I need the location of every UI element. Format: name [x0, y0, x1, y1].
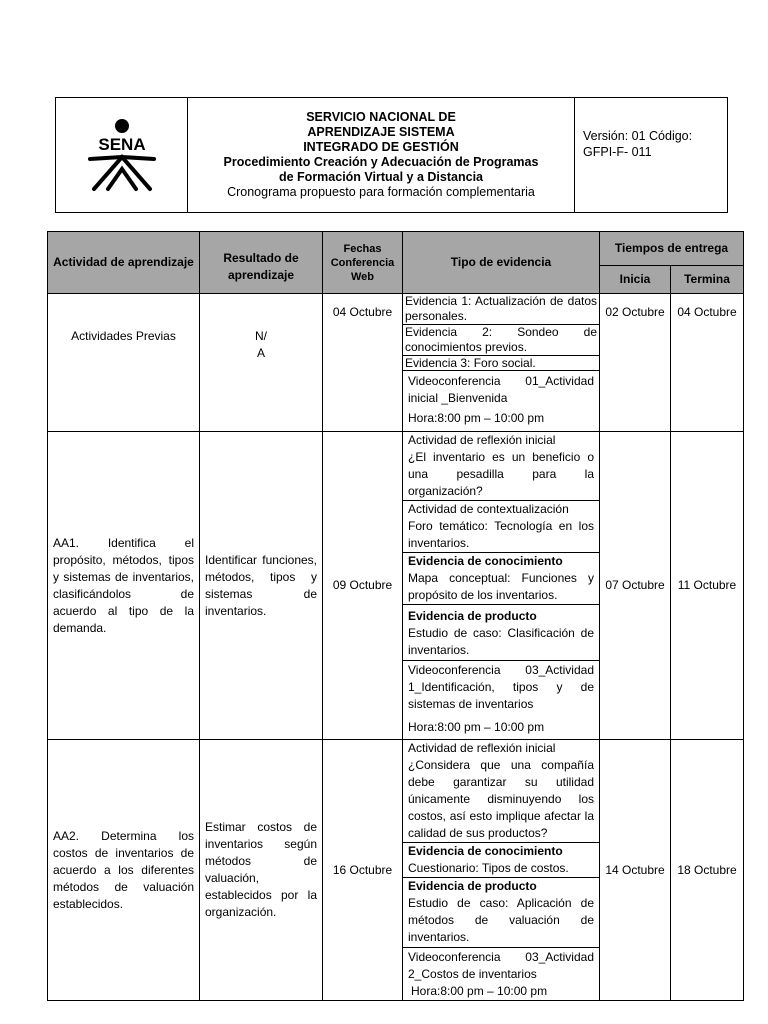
contextualizacion-text: Foro temático: Tecnología en los inventarios.	[408, 519, 594, 550]
sena-logo-icon	[82, 117, 162, 193]
conocimiento-title: Evidencia de conocimiento	[408, 844, 563, 858]
reflexion-text: ¿Considera que una compañía debe garantizar su utilidad únicamente disminuyendo los costos, así esto implique afectar la calidad de sus productos?	[408, 758, 594, 840]
header-termina: Termina	[671, 266, 744, 294]
version-block	[575, 98, 727, 212]
inicia-cell: 14 Octubre	[600, 740, 671, 1001]
producto-title: Evidencia de producto	[408, 609, 537, 623]
fecha-cell: 09 Octubre	[323, 432, 403, 740]
termina-cell: 04 Octubre	[671, 294, 744, 432]
table-row	[48, 294, 744, 432]
resultado-cell	[200, 294, 323, 432]
header-title-line: APRENDIZAJE SISTEMA	[307, 125, 455, 139]
videoconferencia-item	[403, 661, 599, 736]
actividad-cell: AA1. Identifica el propósito, métodos, tipos y sistemas de inventarios, clasificándolos de acuerdo al tipo de la demanda.	[48, 432, 200, 740]
reflexion-title: Actividad de reflexión inicial	[408, 433, 556, 447]
fecha-cell: 04 Octubre	[323, 294, 403, 432]
videoconferencia-title: Videoconferencia 01_Actividad inicial _Bienvenida	[408, 374, 594, 405]
fecha-cell: 16 Octubre	[323, 740, 403, 1001]
reflexion-title: Actividad de reflexión inicial	[408, 741, 556, 755]
header-tipo-evidencia: Tipo de evidencia	[403, 232, 600, 294]
inicia-cell: 07 Octubre	[600, 432, 671, 740]
evidencia-item: Evidencia 2: Sondeo de conocimientos previos.	[405, 325, 597, 354]
header-fechas: Fechas Conferencia Web	[323, 232, 403, 294]
producto-text: Estudio de caso: Aplicación de métodos de valuación de inventarios.	[408, 896, 594, 944]
header-title-line: SERVICIO NACIONAL DE	[306, 110, 456, 124]
inicia-cell: 02 Octubre	[600, 294, 671, 432]
procedure-line: de Formación Virtual y a Distancia	[278, 170, 483, 184]
reflexion-item	[403, 740, 599, 843]
sena-logo	[56, 98, 188, 212]
evidencia-item: Evidencia 3: Foro social.	[403, 356, 599, 371]
contextualizacion-item	[403, 501, 599, 553]
evidencia-cell	[403, 432, 600, 740]
actividad-cell: AA2. Determina los costos de inventarios de acuerdo a los diferentes métodos de valuación establecidos.	[48, 740, 200, 1001]
procedure-line: Procedimiento Creación y Adecuación de Programas	[223, 155, 539, 169]
header-tiempos-entrega: Tiempos de entrega	[600, 232, 744, 266]
header-title-block	[188, 98, 575, 212]
contextualizacion-title: Actividad de contextualización	[408, 502, 569, 516]
producto-item	[403, 878, 599, 948]
termina-cell: 18 Octubre	[671, 740, 744, 1001]
header-resultado: Resultado de aprendizaje	[200, 232, 323, 294]
producto-title: Evidencia de producto	[408, 879, 537, 893]
resultado-cell: Identificar funciones, métodos, tipos y sistemas de inventarios.	[200, 432, 323, 740]
videoconferencia-item	[403, 371, 599, 427]
videoconferencia-title: Videoconferencia 03_Actividad 1_Identificación, tipos y de sistemas de inventarios	[408, 663, 594, 711]
conocimiento-title: Evidencia de conocimiento	[408, 554, 563, 568]
code-text: GFPI-F- 011	[583, 145, 652, 159]
producto-item	[403, 605, 599, 661]
videoconferencia-hora: Hora:8:00 pm – 10:00 pm	[408, 720, 545, 734]
videoconferencia-item	[403, 948, 599, 1000]
header-inicia: Inicia	[600, 266, 671, 294]
videoconferencia-title: Videoconferencia 03_Actividad 2_Costos de inventarios	[408, 950, 594, 981]
table-row	[48, 432, 744, 740]
svg-text:SENA: SENA	[97, 135, 146, 154]
resultado-text: A	[256, 346, 265, 360]
document-header	[55, 97, 728, 213]
evidencia-cell	[403, 294, 600, 432]
termina-cell: 11 Octubre	[671, 432, 744, 740]
actividad-cell: Actividades Previas	[48, 294, 200, 432]
evidencia-cell	[403, 740, 600, 1001]
conocimiento-item	[403, 843, 599, 878]
resultado-cell: Estimar costos de inventarios según métodos de valuación, establecidos por la organización.	[200, 740, 323, 1001]
conocimiento-text: Mapa conceptual: Funciones y propósito de los inventarios.	[408, 571, 594, 602]
resultado-text: N/	[255, 329, 267, 343]
reflexion-text: ¿El inventario es un beneficio o una pesadilla para la organización?	[408, 450, 594, 498]
conocimiento-item	[403, 553, 599, 605]
videoconferencia-hora: Hora:8:00 pm – 10:00 pm	[411, 984, 548, 998]
reflexion-item	[403, 432, 599, 501]
videoconferencia-hora: Hora:8:00 pm – 10:00 pm	[408, 411, 545, 425]
schedule-table	[47, 231, 744, 1001]
header-title-line: INTEGRADO DE GESTIÓN	[303, 140, 459, 154]
version-text: Versión: 01 Código:	[583, 129, 693, 143]
conocimiento-text: Cuestionario: Tipos de costos.	[408, 861, 569, 875]
header-subtitle: Cronograma propuesto para formación complementaria	[227, 185, 535, 199]
producto-text: Estudio de caso: Clasificación de inventarios.	[408, 626, 594, 657]
table-row	[48, 740, 744, 1001]
evidencia-item: Evidencia 1: Actualización de datos personales.	[405, 294, 597, 323]
header-actividad: Actividad de aprendizaje	[48, 232, 200, 294]
